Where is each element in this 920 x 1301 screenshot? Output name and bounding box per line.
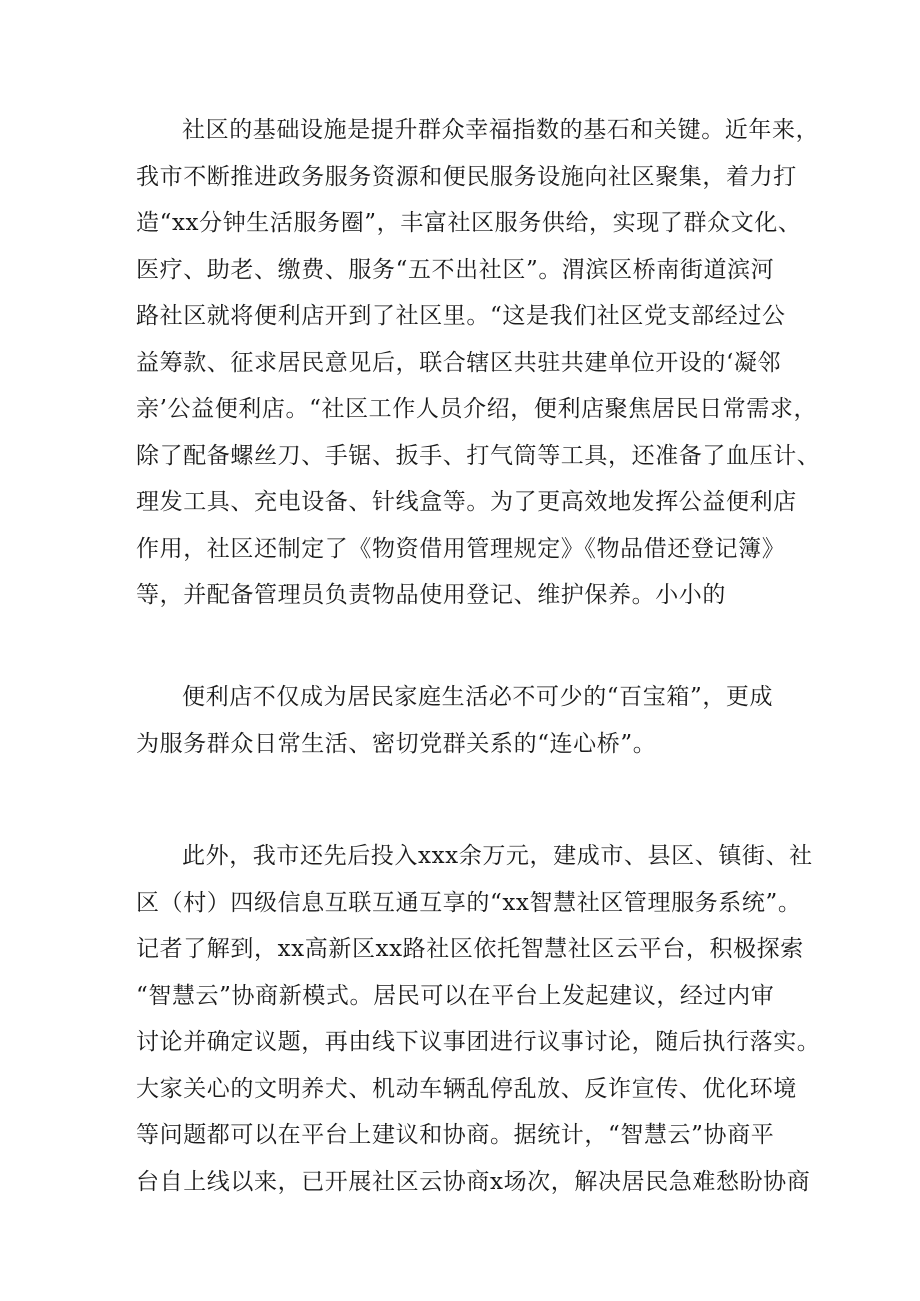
text-line: 亲’公益便利店。“社区工作人员介绍，便利店聚焦居民日常需求， xyxy=(136,396,818,422)
text-line: 我市不断推进政务服务资源和便民服务设施向社区聚集，着力打 xyxy=(136,163,797,190)
text-line: 除了配备螺丝刀、手锯、扳手、打气筒等工具，还准备了血压计、 xyxy=(136,442,821,469)
text-line: 等，并配备管理员负责物品使用登记、维护保养。小小的 xyxy=(136,582,726,608)
text-line: 社区的基础设施是提升群众幸福指数的基石和关键。近年来， xyxy=(182,117,820,143)
text-line: 路社区就将便利店开到了社区里。“这是我们社区党支部经过公 xyxy=(136,303,786,329)
paragraph-smart-community xyxy=(136,833,821,1205)
paragraph-infrastructure xyxy=(136,107,821,619)
text-line: 台自上线以来，已开展社区云协商x场次，解决居民急难愁盼协商 xyxy=(136,1168,811,1195)
text-line: 理发工具、充电设备、针线盒等。为了更高效地发挥公益便利店 xyxy=(136,489,797,515)
text-line: 作用，社区还制定了《物资借用管理规定》《物品借还登记簿》 xyxy=(136,535,786,562)
text-line: 医疗、助老、缴费、服务“五不出社区”。渭滨区桥南街道滨河 xyxy=(136,256,775,283)
text-line: 此外，我市还先后投入xxx余万元，建成市、县区、镇街、社 xyxy=(182,843,813,869)
text-line: “智慧云”协商新模式。居民可以在平台上发起建议，经过内审 xyxy=(136,982,775,1009)
text-line: 益筹款、征求居民意见后，联合辖区共驻共建单位开设的‘凝邻 xyxy=(136,349,782,376)
text-line: 造“xx分钟生活服务圈”，丰富社区服务供给，实现了群众文化、 xyxy=(136,210,802,236)
paragraph-convenience-store xyxy=(136,674,796,767)
text-line: 记者了解到，xx高新区xx路社区依托智慧社区云平台，积极探索 xyxy=(136,936,804,962)
text-line: 区（村）四级信息互联互通互享的“xx智慧社区管理服务系统”。 xyxy=(136,889,802,916)
text-line: 讨论并确定议题，再由线下议事团进行议事讨论，随后执行落实。 xyxy=(136,1029,821,1055)
text-line: 为服务群众日常生活、密切党群关系的“连心桥”。 xyxy=(136,730,657,757)
text-line: 便利店不仅成为居民家庭生活必不可少的“百宝箱”，更成 xyxy=(182,684,774,710)
text-line: 等问题都可以在平台上建议和协商。据统计，“智慧云”协商平 xyxy=(136,1122,775,1148)
text-line: 大家关心的文明养犬、机动车辆乱停乱放、反诈宣传、优化环境 xyxy=(136,1075,797,1102)
